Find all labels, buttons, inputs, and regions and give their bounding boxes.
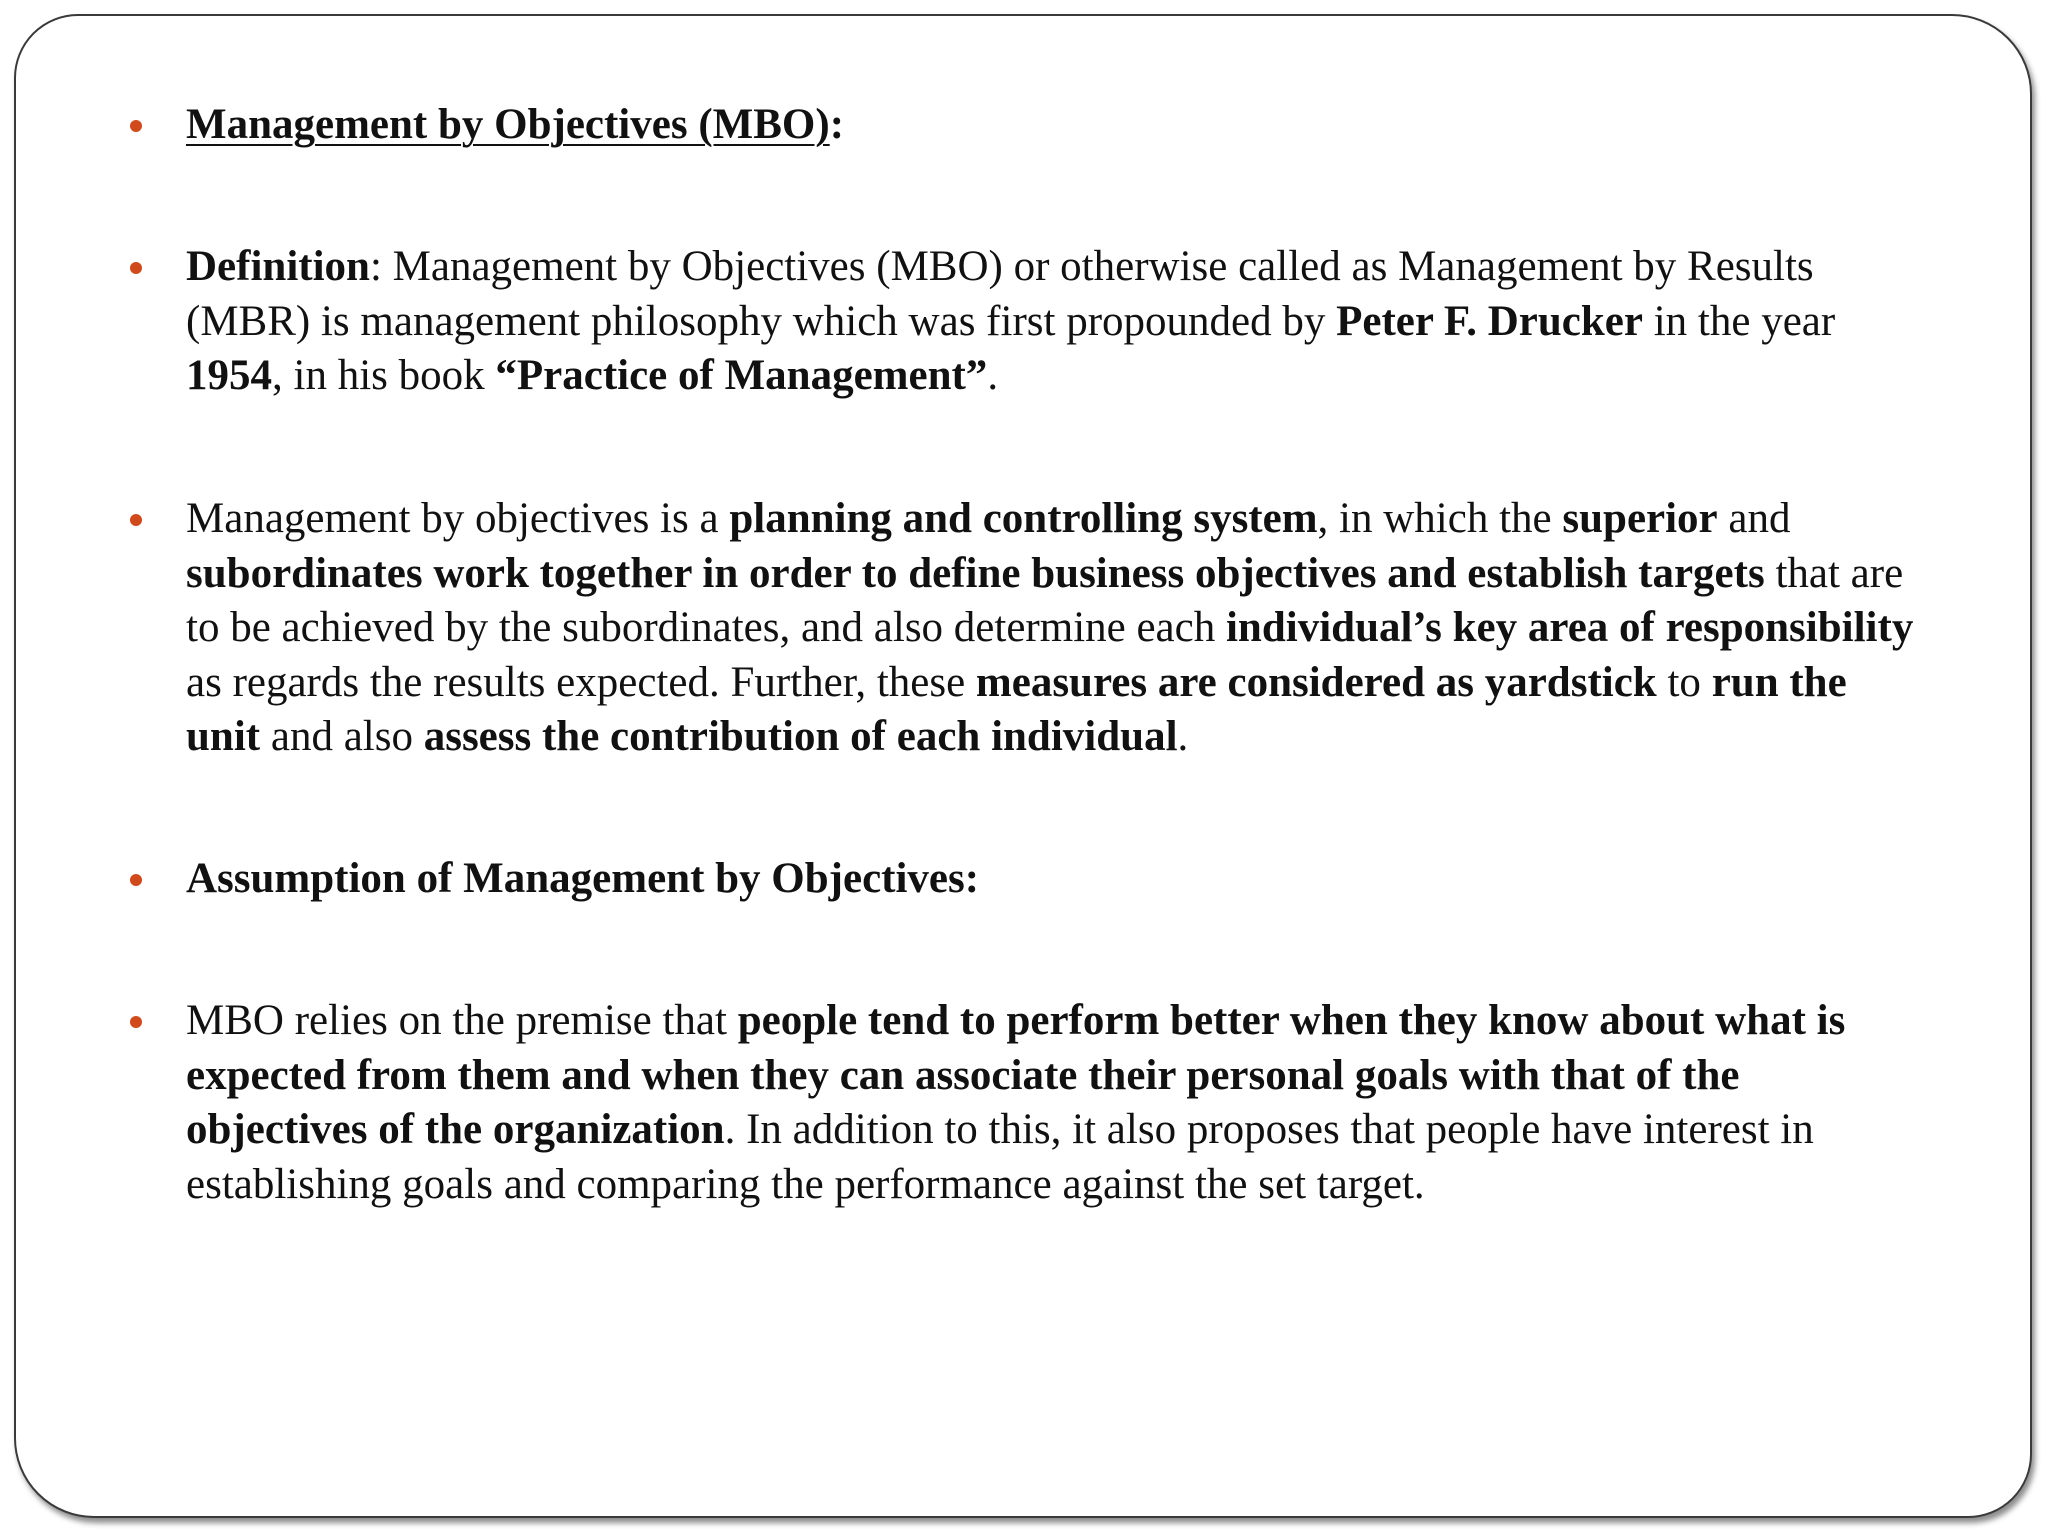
premise-paragraph bbox=[186, 994, 1926, 1212]
mbo-heading bbox=[186, 98, 1926, 153]
premise-emphasis: people tend to perform better when they know about what is expected from them and when they can associate their personal goals with that of the objectives of the organization bbox=[186, 997, 1846, 1153]
system-text: and bbox=[1717, 495, 1791, 542]
system-emphasis: individual’s key area of responsibility bbox=[1225, 604, 1914, 651]
premise-text: MBO relies on the premise that bbox=[186, 997, 738, 1044]
mbo-heading-title: Management by Objectives (MBO) bbox=[186, 101, 830, 148]
system-emphasis: subordinates work together in order to define business objectives and establish targets bbox=[186, 549, 1765, 597]
system-emphasis: run the unit bbox=[186, 658, 1847, 760]
system-text: Management by objectives is a bbox=[186, 495, 730, 542]
definition-book-title: “Practice of Management” bbox=[495, 352, 988, 399]
system-paragraph bbox=[186, 492, 1926, 765]
system-text: , in which the bbox=[1317, 495, 1563, 542]
definition-year: 1954 bbox=[186, 352, 272, 399]
definition-paragraph bbox=[186, 240, 1926, 404]
assumption-heading bbox=[186, 852, 1926, 907]
definition-text: in the year bbox=[1642, 297, 1836, 345]
premise-text: . In addition to this, it also proposes that people have interest in establishing goals and comparing the performance against the set target. bbox=[186, 1106, 1814, 1208]
definition-text: , in his book bbox=[272, 352, 496, 399]
system-text: to bbox=[1656, 658, 1712, 706]
system-text: as regards the results expected. Further, these bbox=[186, 658, 976, 706]
system-emphasis: assess the contribution of each individual bbox=[423, 713, 1178, 760]
definition-label: Definition bbox=[186, 243, 370, 290]
system-emphasis: planning and controlling system bbox=[729, 495, 1318, 542]
system-text: and also bbox=[260, 713, 424, 760]
system-text: . bbox=[1177, 713, 1189, 760]
system-emphasis: measures are considered as yardstick bbox=[975, 658, 1657, 706]
mbo-heading-colon: : bbox=[829, 101, 845, 148]
assumption-heading-title: Assumption of Management by Objectives: bbox=[186, 855, 980, 902]
definition-text: : Management by Objectives (MBO) or otherwise called as Management by Results (MBR) is management philosophy which was first propounded by bbox=[186, 243, 1814, 345]
system-emphasis: superior bbox=[1562, 495, 1718, 542]
definition-author: Peter F. Drucker bbox=[1336, 297, 1643, 345]
definition-text: . bbox=[987, 352, 999, 399]
system-text: that are to be achieved by the subordinates, and also determine each bbox=[186, 549, 1904, 651]
